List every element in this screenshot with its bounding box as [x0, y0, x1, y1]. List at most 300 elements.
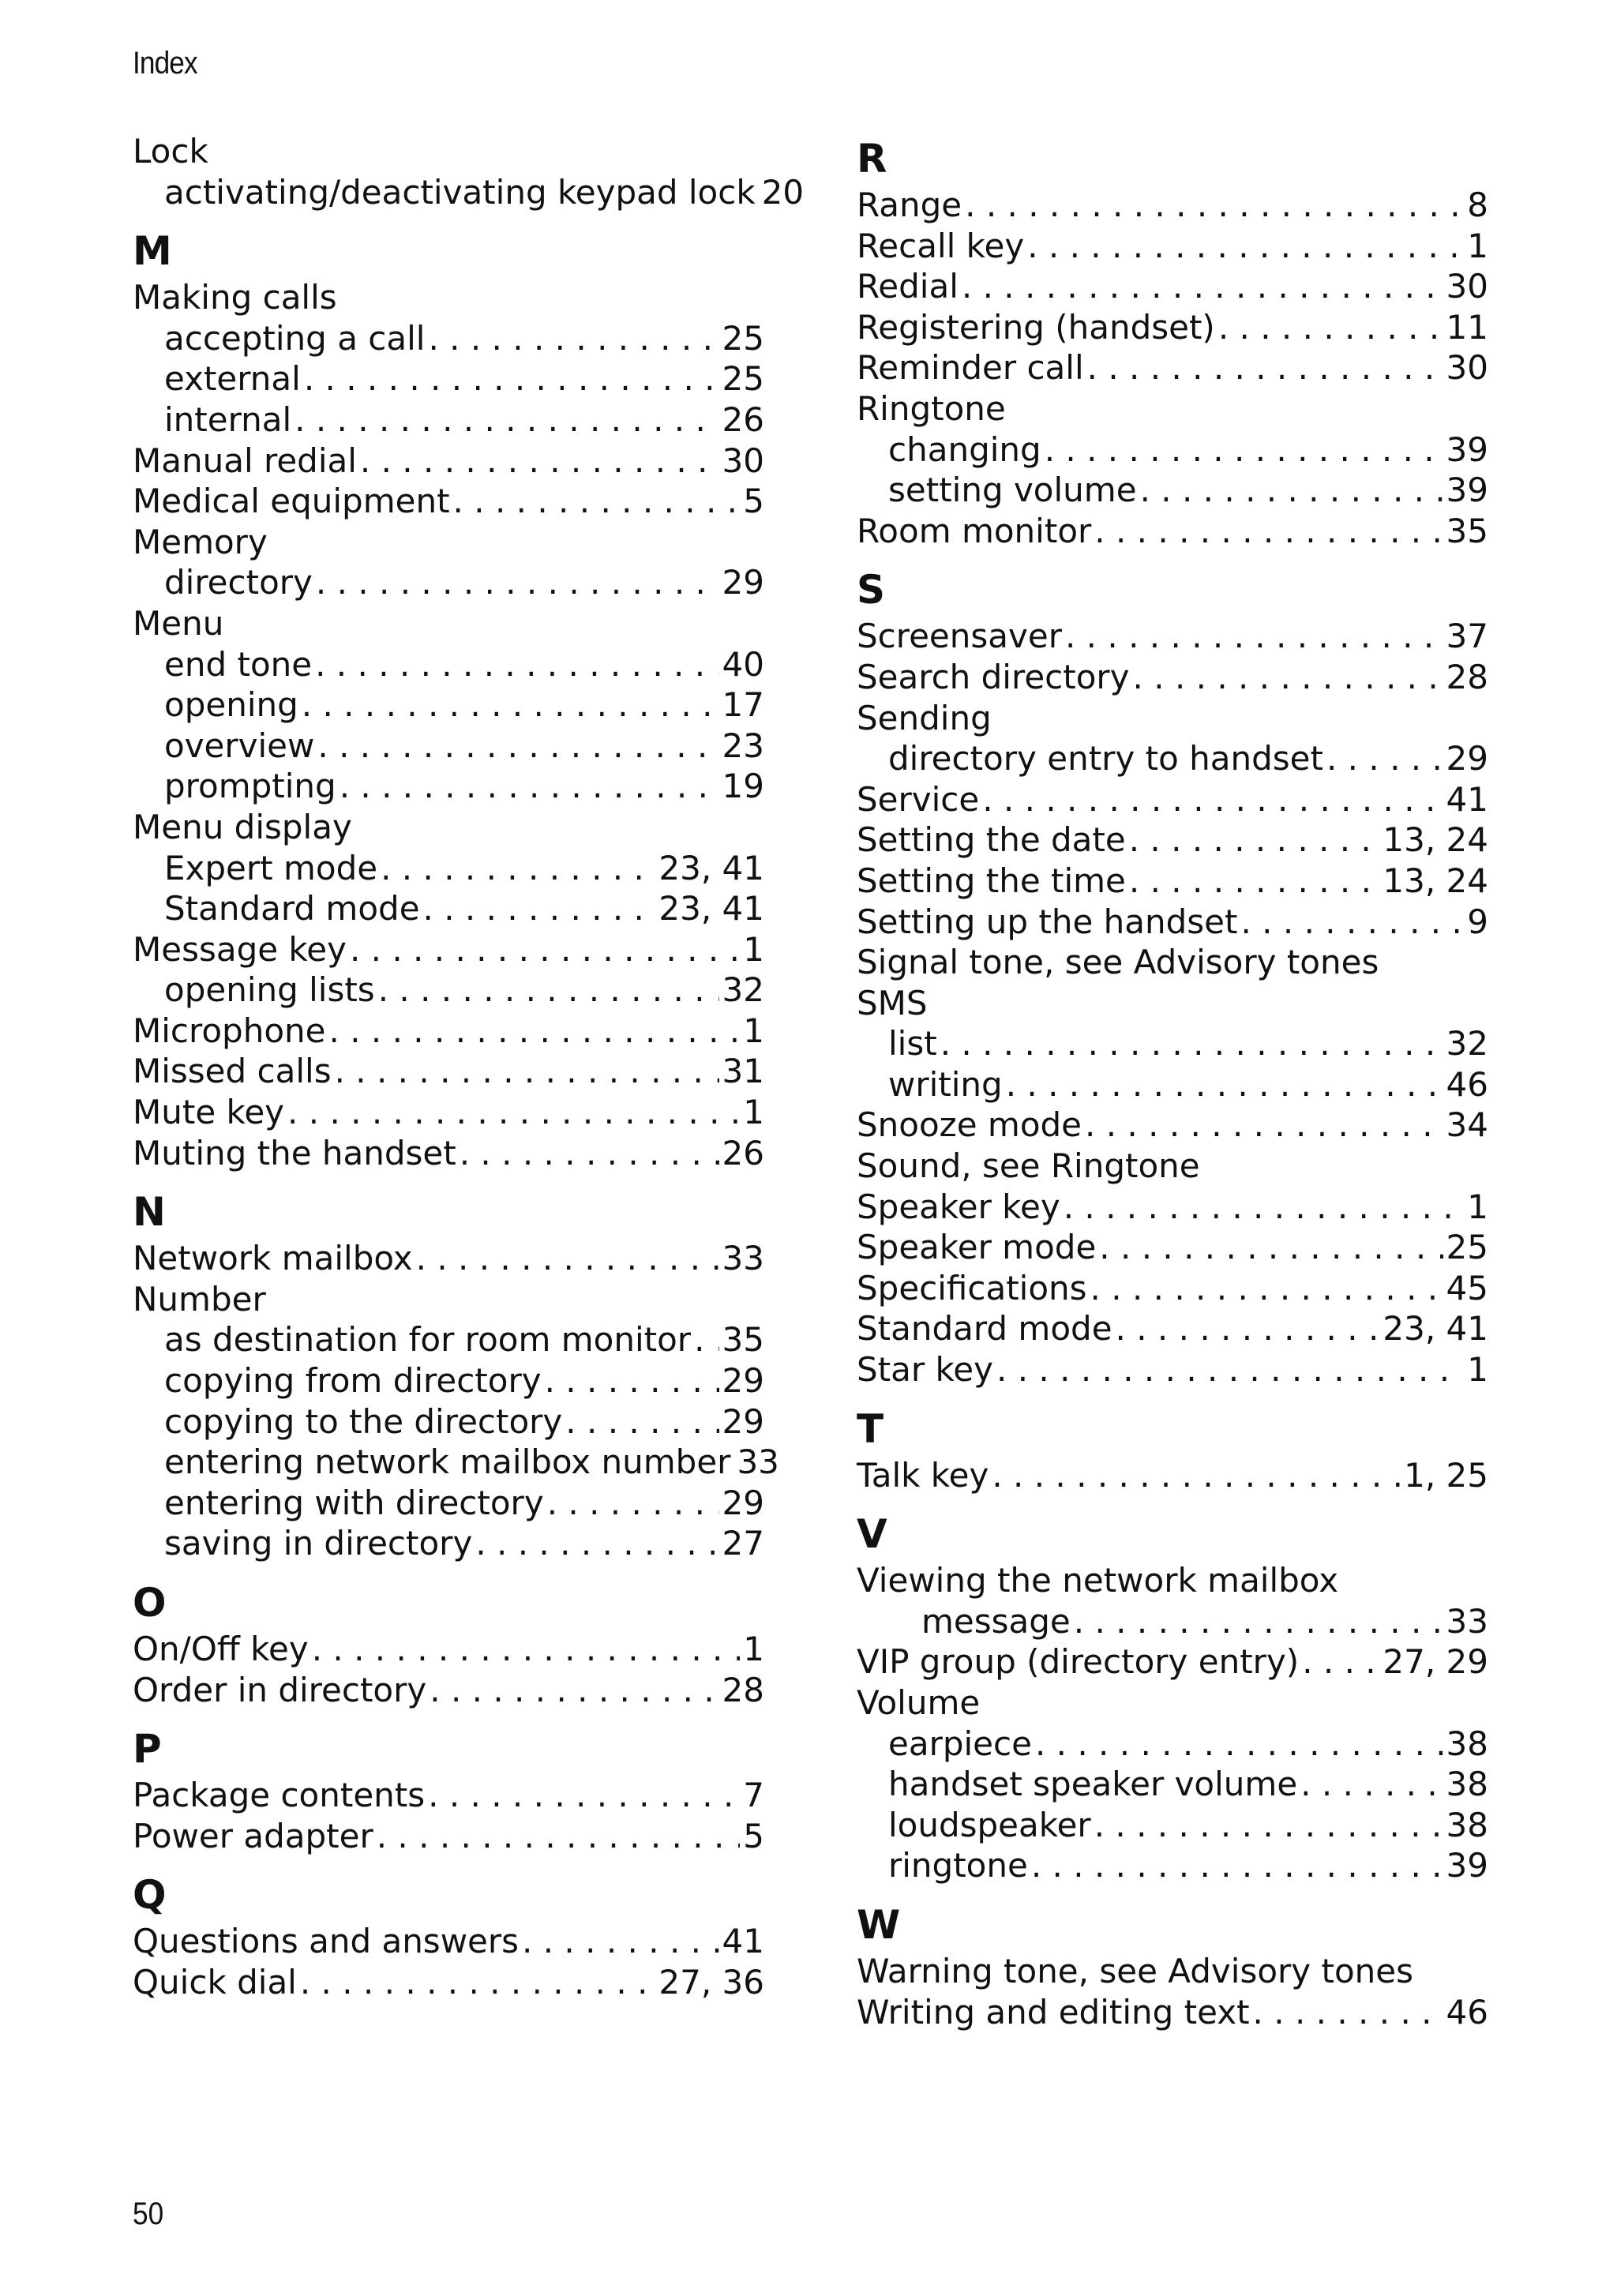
entry-page-ref: 29	[722, 1401, 764, 1441]
entry-term: ringtone	[888, 1846, 1028, 1885]
entry-page-ref: 35	[722, 1320, 764, 1360]
entry-page-ref: 5	[743, 482, 764, 521]
index-entry	[857, 1560, 1488, 1601]
entry-term: list	[888, 1024, 937, 1064]
entry-page-ref: 5	[743, 1816, 764, 1855]
index-section	[857, 564, 1488, 1390]
dot-leader	[1074, 1601, 1443, 1642]
dot-leader	[1006, 1064, 1443, 1105]
index-entry	[133, 644, 764, 685]
dot-leader	[335, 1051, 719, 1092]
index-entry	[133, 766, 764, 807]
index-entry	[133, 1962, 764, 2003]
entry-page-ref: 19	[722, 767, 764, 806]
entry-term: Screensaver	[857, 617, 1062, 656]
index-entry	[133, 277, 764, 318]
index-entry	[133, 1921, 764, 1962]
entry-page-ref: 1	[743, 1630, 764, 1668]
entry-page-ref: 27	[722, 1524, 764, 1563]
dot-leader	[1094, 1805, 1443, 1846]
index-entry	[857, 1268, 1488, 1309]
index-entry	[857, 738, 1488, 779]
index-entry	[133, 1401, 764, 1443]
section-letter-heading: R	[857, 136, 887, 182]
entry-page-ref: 23	[722, 726, 764, 765]
entry-term: internal	[164, 400, 292, 439]
dot-leader	[317, 726, 718, 767]
section-letter-heading: N	[133, 1189, 166, 1236]
index-entry	[857, 1105, 1488, 1146]
index-entry	[133, 1670, 764, 1711]
index-entry	[133, 603, 764, 644]
dot-leader	[1218, 307, 1443, 348]
entry-page-ref: 33	[1446, 1601, 1488, 1641]
index-entry	[133, 1011, 764, 1052]
page-number: 50	[133, 2197, 164, 2231]
entry-term: changing	[888, 430, 1041, 469]
index-entry	[857, 698, 1488, 739]
index-entry	[857, 1724, 1488, 1765]
entry-term: Standard mode	[164, 889, 420, 929]
entry-term: Service	[857, 779, 980, 819]
index-entry	[857, 1064, 1488, 1105]
index-entry	[857, 861, 1488, 902]
entry-term: Setting the time	[857, 861, 1126, 900]
entry-term: copying from directory	[164, 1361, 542, 1401]
index-entry	[857, 616, 1488, 657]
index-entry	[857, 1227, 1488, 1268]
entry-term: Range	[857, 186, 962, 224]
entry-page-ref: 38	[1446, 1805, 1488, 1844]
entry-page-ref: 31	[722, 1052, 764, 1091]
entry-page-ref: 37	[1446, 617, 1488, 656]
entry-page-ref: 23, 41	[658, 889, 764, 929]
entry-page-ref: 9	[1467, 902, 1488, 941]
running-header: Index	[133, 46, 197, 81]
index-section	[857, 1403, 1488, 1496]
entry-page-ref: 1	[743, 1011, 764, 1050]
dot-leader	[992, 1455, 1401, 1496]
index-entry	[857, 1641, 1488, 1683]
index-entry	[133, 685, 764, 726]
index-column-right	[857, 131, 1488, 2045]
section-letter-heading: V	[857, 1511, 887, 1558]
dot-leader	[565, 1401, 718, 1443]
entry-term: Missed calls	[133, 1052, 332, 1091]
index-entry	[133, 726, 764, 767]
dot-leader	[1064, 1187, 1465, 1228]
entry-term: opening	[164, 685, 298, 725]
index-entry	[133, 562, 764, 603]
index-entry	[857, 266, 1488, 307]
entry-page-ref: 26	[722, 400, 764, 439]
index-entry	[133, 1775, 764, 1816]
entry-term: Warning tone, see Advisory tones	[857, 1951, 1413, 1990]
dot-leader	[1240, 902, 1464, 943]
index-entry	[133, 1319, 764, 1360]
entry-page-ref: 38	[1446, 1724, 1488, 1763]
index-entry	[857, 1805, 1488, 1846]
index-section	[133, 131, 805, 212]
index-entry	[857, 942, 1488, 983]
index-entry	[133, 172, 805, 213]
index-entry	[133, 1816, 764, 1857]
entry-page-ref: 26	[722, 1133, 764, 1172]
entry-page-ref: 1	[1467, 226, 1488, 265]
dot-leader	[1253, 1992, 1443, 2033]
entry-page-ref: 41	[1446, 779, 1488, 819]
entry-term: Menu display	[133, 807, 352, 846]
index-section	[133, 225, 764, 1173]
dot-leader	[694, 1319, 718, 1360]
entry-page-ref: 34	[1446, 1105, 1488, 1145]
index-entry	[133, 318, 764, 359]
dot-leader	[340, 766, 719, 807]
dot-leader	[1300, 1764, 1443, 1805]
dot-leader	[1129, 820, 1380, 861]
entry-term: handset speaker volume	[888, 1765, 1298, 1804]
entry-term: Package contents	[133, 1776, 426, 1815]
entry-page-ref: 46	[1446, 1992, 1488, 2032]
dot-leader	[996, 1349, 1464, 1390]
dot-leader	[328, 1011, 740, 1052]
index-entry	[133, 1092, 764, 1133]
dot-leader	[545, 1360, 719, 1401]
index-entry	[857, 1455, 1488, 1496]
index-section	[133, 1186, 779, 1564]
entry-term: earpiece	[888, 1724, 1032, 1763]
dot-leader	[1065, 616, 1443, 657]
entry-page-ref: 32	[1446, 1024, 1488, 1064]
entry-term: Signal tone, see Advisory tones	[857, 943, 1379, 982]
dot-leader	[295, 400, 718, 441]
index-entry	[857, 1146, 1488, 1187]
dot-leader	[1133, 657, 1443, 698]
entry-term: Sending	[857, 698, 992, 737]
entry-term: message	[921, 1601, 1071, 1641]
entry-page-ref: 41	[722, 1922, 764, 1961]
index-section	[133, 1577, 764, 1710]
index-entry	[133, 807, 764, 848]
entry-page-ref: 11	[1446, 307, 1488, 347]
entry-term: writing	[888, 1064, 1003, 1104]
dot-leader	[962, 266, 1443, 307]
dot-leader	[982, 779, 1443, 820]
entry-term: Room monitor	[857, 511, 1092, 550]
dot-leader	[1087, 347, 1443, 388]
dot-leader	[423, 888, 656, 929]
dot-leader	[430, 1670, 718, 1711]
dot-leader	[1031, 1845, 1443, 1886]
entry-page-ref: 23, 41	[658, 848, 764, 887]
entry-term: overview	[164, 726, 315, 765]
entry-term: Redial	[857, 267, 959, 306]
index-entry	[133, 131, 764, 172]
entry-term: Questions and answers	[133, 1922, 520, 1961]
entry-page-ref: 8	[1467, 186, 1488, 224]
entry-term: Talk key	[857, 1455, 989, 1495]
index-entry	[857, 307, 1488, 348]
entry-term: On/Off key	[133, 1630, 309, 1668]
entry-term: Muting the handset	[133, 1133, 456, 1172]
index-section	[857, 1899, 1488, 2032]
entry-term: directory entry to handset	[888, 739, 1323, 778]
entry-term: Search directory	[857, 657, 1130, 696]
entry-term: Setting the date	[857, 820, 1126, 860]
index-entry	[857, 983, 1488, 1024]
index-entry	[857, 470, 1488, 511]
entry-term: Recall key	[857, 226, 1025, 265]
dot-leader	[360, 441, 719, 482]
entry-term: Manual redial	[133, 441, 357, 480]
index-entry	[133, 1629, 764, 1670]
entry-term: Medical equipment	[133, 482, 450, 521]
index-section	[857, 133, 1488, 551]
dot-leader	[416, 1238, 719, 1279]
entry-term: Message key	[133, 929, 347, 969]
index-entry	[857, 1951, 1488, 1992]
entry-term: copying to the directory	[164, 1401, 563, 1441]
entry-term: Registering (handset)	[857, 307, 1215, 347]
entry-page-ref: 33	[722, 1239, 764, 1278]
entry-term: Reminder call	[857, 348, 1084, 388]
entry-term: entering with directory	[164, 1483, 544, 1522]
index-entry	[857, 1308, 1488, 1349]
entry-page-ref: 25	[722, 359, 764, 399]
entry-term: as destination for room monitor	[164, 1320, 692, 1360]
dot-leader	[1140, 470, 1443, 511]
entry-page-ref: 20	[761, 172, 805, 212]
entry-term: Memory	[133, 522, 268, 561]
dot-leader	[1035, 1724, 1443, 1765]
entry-page-ref: 29	[722, 1483, 764, 1522]
index-entry	[133, 929, 764, 970]
dot-leader	[428, 1775, 740, 1816]
entry-page-ref: 1, 25	[1404, 1455, 1488, 1495]
dot-leader	[475, 1523, 718, 1564]
dot-leader	[460, 1133, 719, 1174]
dot-leader	[304, 358, 719, 400]
dot-leader	[381, 848, 655, 889]
entry-page-ref: 33	[737, 1443, 779, 1482]
dot-leader	[940, 1023, 1443, 1064]
entry-page-ref: 1	[743, 1093, 764, 1132]
dot-leader	[1094, 511, 1443, 552]
index-entry	[857, 1845, 1488, 1886]
index-entry	[133, 1238, 764, 1279]
dot-leader	[1302, 1641, 1379, 1683]
index-entry	[857, 430, 1488, 471]
index-entry	[133, 441, 764, 482]
entry-page-ref: 29	[722, 563, 764, 602]
dot-leader	[316, 562, 719, 603]
entry-term: setting volume	[888, 471, 1137, 510]
entry-term: external	[164, 359, 301, 399]
entry-term: Menu	[133, 603, 224, 643]
index-entry	[857, 347, 1488, 388]
entry-page-ref: 28	[1446, 657, 1488, 696]
section-letter-heading: W	[857, 1901, 901, 1948]
entry-term: Speaker mode	[857, 1228, 1097, 1267]
index-column-left	[133, 131, 805, 2016]
dot-leader	[1045, 430, 1443, 471]
index-entry	[857, 511, 1488, 552]
entry-page-ref: 1	[1467, 1187, 1488, 1226]
entry-page-ref: 1	[1467, 1350, 1488, 1390]
section-letter-heading: M	[133, 228, 172, 275]
entry-page-ref: 13, 24	[1383, 861, 1488, 900]
index-entry	[133, 970, 764, 1011]
entry-page-ref: 39	[1446, 430, 1488, 469]
entry-term: Volume	[857, 1683, 981, 1722]
dot-leader	[547, 1483, 719, 1524]
entry-term: saving in directory	[164, 1524, 473, 1563]
entry-term: opening lists	[164, 970, 375, 1010]
dot-leader	[1129, 861, 1380, 902]
index-entry	[857, 657, 1488, 698]
entry-term: Making calls	[133, 278, 337, 317]
dot-leader	[350, 929, 740, 970]
entry-term: Microphone	[133, 1011, 326, 1050]
section-letter-heading: S	[857, 567, 886, 613]
entry-term: Standard mode	[857, 1309, 1112, 1349]
entry-page-ref: 46	[1446, 1064, 1488, 1104]
section-letter-heading: P	[133, 1726, 162, 1773]
entry-term: Snooze mode	[857, 1105, 1082, 1145]
dot-leader	[522, 1921, 719, 1962]
entry-page-ref: 45	[1446, 1268, 1488, 1307]
entry-page-ref: 38	[1446, 1765, 1488, 1804]
dot-leader	[965, 185, 1464, 226]
entry-term: accepting a call	[164, 318, 426, 358]
index-section	[133, 1723, 764, 1856]
index-section	[133, 1869, 764, 2002]
entry-page-ref: 29	[722, 1361, 764, 1401]
entry-page-ref: 23, 41	[1383, 1309, 1488, 1349]
index-entry	[857, 1187, 1488, 1228]
entry-term: Mute key	[133, 1093, 285, 1132]
entry-term: Viewing the network mailbox	[857, 1561, 1339, 1600]
entry-page-ref: 13, 24	[1383, 820, 1488, 860]
dot-leader	[1326, 738, 1443, 779]
entry-term: Expert mode	[164, 848, 378, 887]
entry-page-ref: 25	[722, 318, 764, 358]
dot-leader	[428, 318, 718, 359]
entry-page-ref: 30	[1446, 267, 1488, 306]
index-entry	[857, 1992, 1488, 2033]
entry-term: Speaker key	[857, 1187, 1060, 1226]
index-entry	[133, 522, 764, 563]
index-entry	[133, 1360, 764, 1401]
entry-page-ref: 29	[1446, 739, 1488, 778]
entry-page-ref: 30	[722, 441, 764, 480]
index-entry	[133, 1279, 764, 1320]
entry-page-ref: 1	[743, 929, 764, 969]
entry-term: Setting up the handset	[857, 902, 1238, 941]
index-entry	[133, 1051, 764, 1092]
entry-page-ref: 27, 36	[658, 1962, 764, 2001]
entry-term: prompting	[164, 767, 336, 806]
entry-term: directory	[164, 563, 313, 602]
dot-leader	[315, 644, 718, 685]
index-entry	[857, 779, 1488, 820]
entry-page-ref: 28	[722, 1670, 764, 1709]
index-entry	[133, 1442, 779, 1483]
entry-term: Quick dial	[133, 1962, 297, 2001]
dot-leader	[453, 481, 741, 522]
entry-page-ref: 35	[1446, 511, 1488, 550]
index-entry	[857, 185, 1488, 226]
index-section	[857, 1508, 1488, 1886]
dot-leader	[302, 685, 719, 726]
dot-leader	[312, 1629, 741, 1670]
index-entry	[133, 481, 764, 522]
index-entry	[857, 1023, 1488, 1064]
section-letter-heading: T	[857, 1405, 884, 1452]
index-entry	[857, 1601, 1488, 1642]
entry-term: Power adapter	[133, 1816, 373, 1855]
entry-term: Order in directory	[133, 1670, 427, 1709]
dot-leader	[1116, 1308, 1380, 1349]
entry-term: Ringtone	[857, 388, 1006, 428]
dot-leader	[1090, 1268, 1443, 1309]
dot-leader	[378, 970, 719, 1011]
entry-page-ref: 7	[743, 1776, 764, 1815]
dot-leader	[300, 1962, 656, 2003]
index-entry	[857, 1764, 1488, 1805]
entry-term: SMS	[857, 983, 928, 1022]
entry-term: Lock	[133, 132, 208, 171]
index-entry	[857, 820, 1488, 861]
index-entry	[133, 888, 764, 929]
entry-term: Number	[133, 1279, 266, 1319]
index-entry	[857, 388, 1488, 430]
dot-leader	[1099, 1227, 1443, 1268]
entry-page-ref: 25	[1446, 1228, 1488, 1267]
dot-leader	[1027, 226, 1464, 267]
index-entry	[857, 1683, 1488, 1724]
index-entry	[133, 358, 764, 400]
index-entry	[857, 1349, 1488, 1390]
index-entry	[857, 226, 1488, 267]
entry-page-ref: 39	[1446, 1846, 1488, 1885]
dot-leader	[377, 1816, 741, 1857]
entry-page-ref: 30	[1446, 348, 1488, 388]
section-letter-heading: Q	[133, 1872, 167, 1919]
index-entry	[133, 400, 764, 441]
entry-term: Star key	[857, 1350, 994, 1390]
index-entry	[133, 848, 764, 889]
entry-page-ref: 27, 29	[1383, 1642, 1488, 1682]
index-entry	[133, 1523, 764, 1564]
index-entry	[133, 1133, 764, 1174]
entry-term: Sound, see Ringtone	[857, 1146, 1200, 1186]
entry-term: activating/deactivating keypad lock	[164, 172, 756, 212]
entry-page-ref: 32	[722, 970, 764, 1010]
entry-page-ref: 39	[1446, 471, 1488, 510]
entry-term: entering network mailbox number	[164, 1443, 731, 1482]
entry-term: Writing and editing text	[857, 1992, 1250, 2032]
entry-term: Specifications	[857, 1268, 1087, 1307]
entry-page-ref: 17	[722, 685, 764, 725]
entry-page-ref: 40	[722, 644, 764, 684]
index-entry	[857, 902, 1488, 943]
entry-term: end tone	[164, 644, 313, 684]
section-letter-heading: O	[133, 1580, 167, 1626]
dot-leader	[287, 1092, 740, 1133]
entry-term: loudspeaker	[888, 1805, 1091, 1844]
index-entry	[133, 1483, 764, 1524]
